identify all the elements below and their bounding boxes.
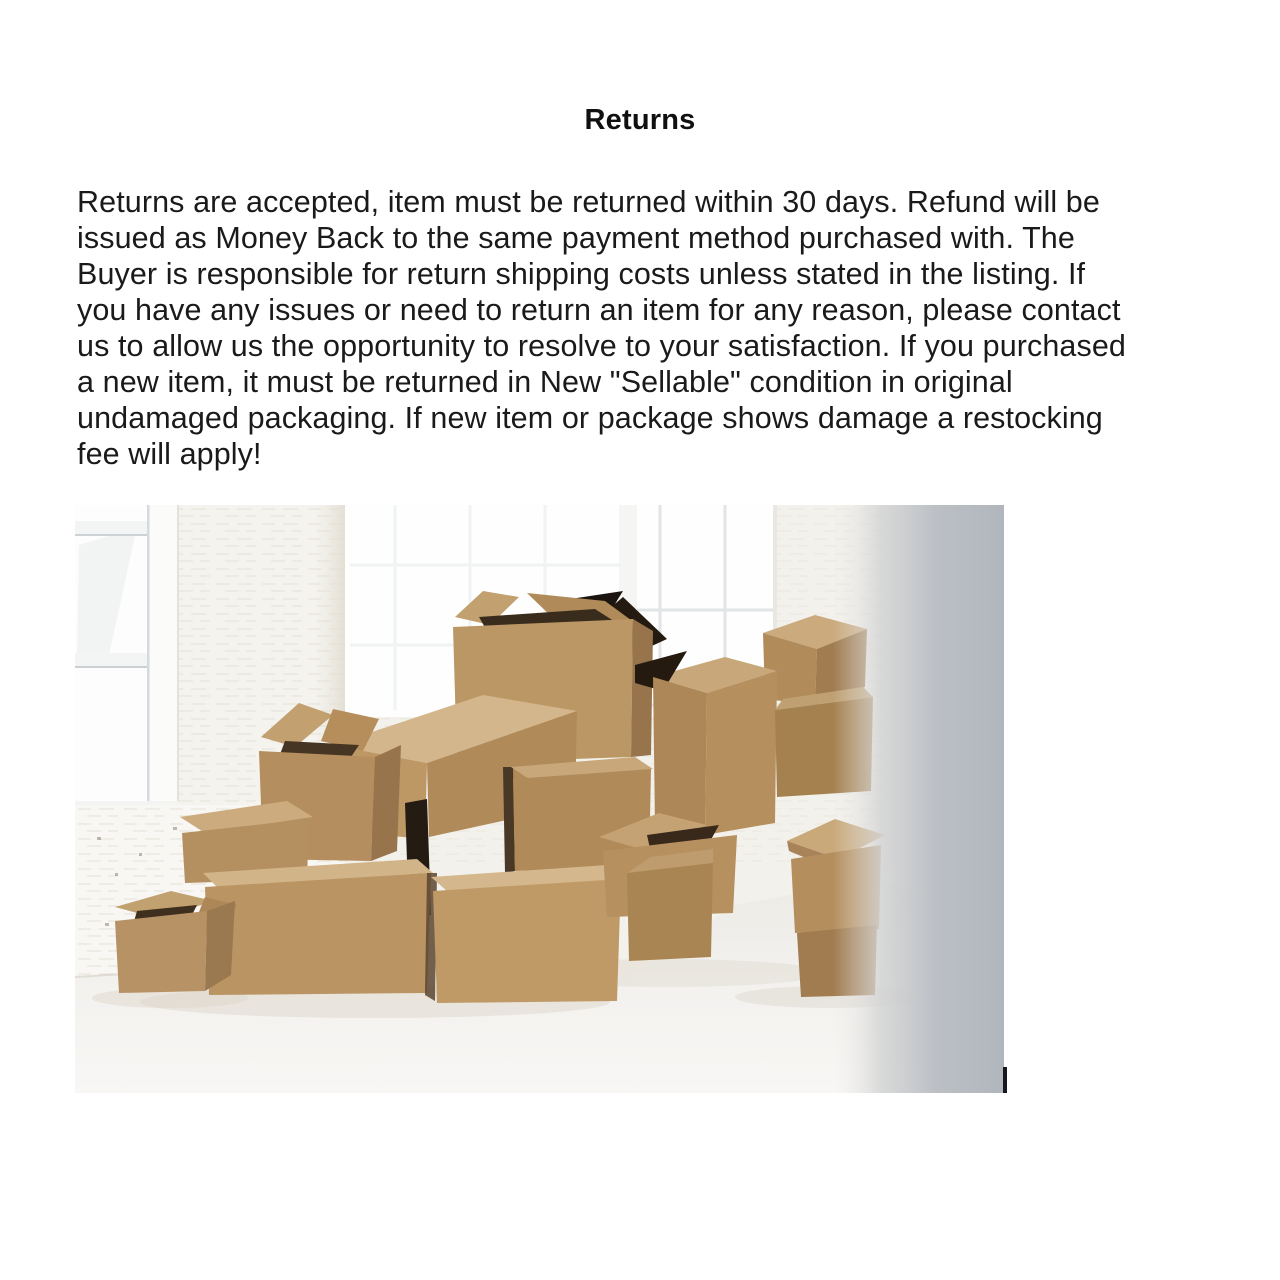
policy-line: issued as Money Back to the same payment method purchased with. The <box>77 221 1075 255</box>
policy-line: Returns are accepted, item must be returned within 30 days. Refund will be <box>77 185 1100 219</box>
policy-line: undamaged packaging. If new item or package shows damage a restocking <box>77 401 1103 435</box>
window-left <box>75 505 181 818</box>
text-cursor <box>1003 1067 1007 1093</box>
policy-line: fee will apply! <box>77 437 262 471</box>
policy-line: us to allow us the opportunity to resolve to your satisfaction. If you purchased <box>77 329 1126 363</box>
returns-photo <box>75 505 1004 1093</box>
policy-line: a new item, it must be returned in New "Sellable" condition in original <box>77 365 1013 399</box>
boxes-photo-illustration <box>75 505 1004 1093</box>
returns-policy-text <box>77 184 1202 472</box>
page-title: Returns <box>584 104 696 136</box>
gray-gradient-wall <box>833 505 1004 1093</box>
policy-line: you have any issues or need to return an item for any reason, please contact <box>77 293 1121 327</box>
policy-line: Buyer is responsible for return shipping costs unless stated in the listing. If <box>77 257 1086 291</box>
